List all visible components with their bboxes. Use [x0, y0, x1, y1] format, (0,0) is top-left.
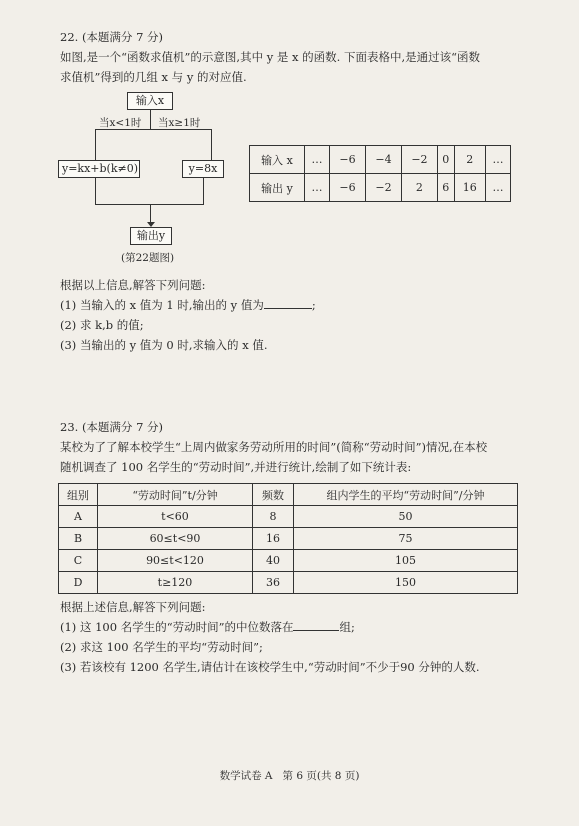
q23-statistics-table: [58, 483, 518, 594]
q22-header: 22. (本题满分 7 分): [60, 30, 164, 44]
q22-part1: (1) 当输入的 x 值为 1 时,输出的 y 值为 ;: [60, 298, 316, 312]
q23-intro-line1: 某校为了了解本校学生“上周内做家务劳动所用的时间”(简称“劳动时间”)情况,在本校: [60, 440, 488, 454]
q23-header: 23. (本题满分 7 分): [60, 420, 164, 434]
q22-intro-line1: 如图,是一个“函数求值机”的示意图,其中 y 是 x 的函数. 下面表格中,是通过该“函数: [60, 50, 481, 64]
figure-caption: (第22题图): [121, 252, 175, 264]
table-row: A t<60 8 50: [59, 506, 518, 528]
q22-intro-line2: 求值机”得到的几组 x 与 y 的对应值.: [60, 70, 247, 84]
flow-linear-box: y=kx+b(k≠0): [58, 160, 140, 178]
q23-part1: (1) 这 100 名学生的“劳动时间”的中位数落在 组;: [60, 620, 355, 634]
q23-part2: (2) 求这 100 名学生的平均“劳动时间”;: [60, 640, 263, 654]
answer-blank: [264, 308, 312, 309]
answer-blank: [293, 630, 339, 631]
q22-prompt: 根据以上信息,解答下列问题:: [60, 278, 206, 292]
table-header-row: 组别 “劳动时间”t/分钟 频数 组内学生的平均“劳动时间”/分钟: [59, 484, 518, 506]
page-footer: 数学试卷 A 第 6 页(共 8 页): [219, 770, 360, 782]
q22-value-table: [249, 145, 511, 202]
q23-intro-line2: 随机调查了 100 名学生的“劳动时间”,并进行统计,绘制了如下统计表:: [60, 460, 412, 474]
flow-condition-right: 当x≥1时: [158, 117, 201, 129]
flow-condition-left: 当x<1时: [99, 117, 142, 129]
q23-part3: (3) 若该校有 1200 名学生,请估计在该校学生中,“劳动时间”不少于90 分钟的人数.: [60, 660, 480, 674]
table-row: 输入 x … −6 −4 −2 0 2 …: [250, 146, 511, 174]
table-row: B 60≤t<90 16 75: [59, 528, 518, 550]
q22-part3: (3) 当输出的 y 值为 0 时,求输入的 x 值.: [60, 338, 268, 352]
q23-prompt: 根据上述信息,解答下列问题:: [60, 600, 206, 614]
q22-part2: (2) 求 k,b 的值;: [60, 318, 144, 332]
flow-input-box: 输入x: [127, 92, 173, 110]
table-row: D t≥120 36 150: [59, 572, 518, 594]
table-row: C 90≤t<120 40 105: [59, 550, 518, 572]
flow-proportional-box: y=8x: [182, 160, 224, 178]
table-row: 输出 y … −6 −2 2 6 16 …: [250, 174, 511, 202]
flow-output-box: 输出y: [130, 227, 172, 245]
